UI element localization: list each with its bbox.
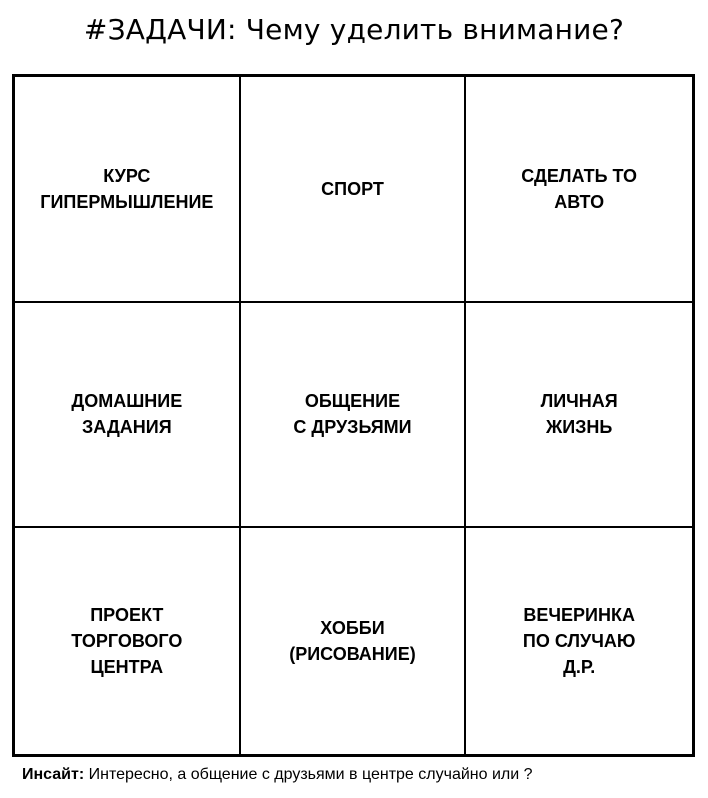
grid-cell-hobby xyxy=(241,528,467,754)
grid-cell-party xyxy=(466,528,692,754)
grid-cell-personal-life xyxy=(466,303,692,529)
grid-cell-label: СПОРТ xyxy=(321,178,384,199)
insight-note xyxy=(22,764,533,786)
grid-cell-label: ЛИЧНАЯ ЖИЗНЬ xyxy=(540,391,618,438)
grid-cell-car xyxy=(466,77,692,303)
grid-cell-label: СДЕЛАТЬ ТО АВТО xyxy=(521,165,638,212)
task-grid xyxy=(12,74,695,757)
insight-label: Инсайт: xyxy=(22,766,85,783)
grid-cell-label: ДОМАШНИЕ ЗАДАНИЯ xyxy=(71,391,183,438)
grid-cell-label: ОБЩЕНИЕ С ДРУЗЬЯМИ xyxy=(293,391,412,438)
grid-cell-homework xyxy=(15,303,241,529)
grid-cell-mall-project xyxy=(15,528,241,754)
grid-cell-friends xyxy=(241,303,467,529)
grid-cell-label: ХОББИ (РИСОВАНИЕ) xyxy=(289,618,416,665)
grid-cell-label: ПРОЕКТ ТОРГОВОГО ЦЕНТРА xyxy=(71,605,183,678)
grid-cell-course xyxy=(15,77,241,303)
grid-cell-label: КУРС ГИПЕРМЫШЛЕНИЕ xyxy=(40,165,214,212)
page-title: #ЗАДАЧИ: Чему уделить внимание? xyxy=(83,13,625,46)
grid-cell-label: ВЕЧЕРИНКА ПО СЛУЧАЮ Д.Р. xyxy=(522,605,636,678)
grid-cell-sport xyxy=(241,77,467,303)
insight-text: Интересно, а общение с друзьями в центре случайно или ? xyxy=(84,766,533,783)
